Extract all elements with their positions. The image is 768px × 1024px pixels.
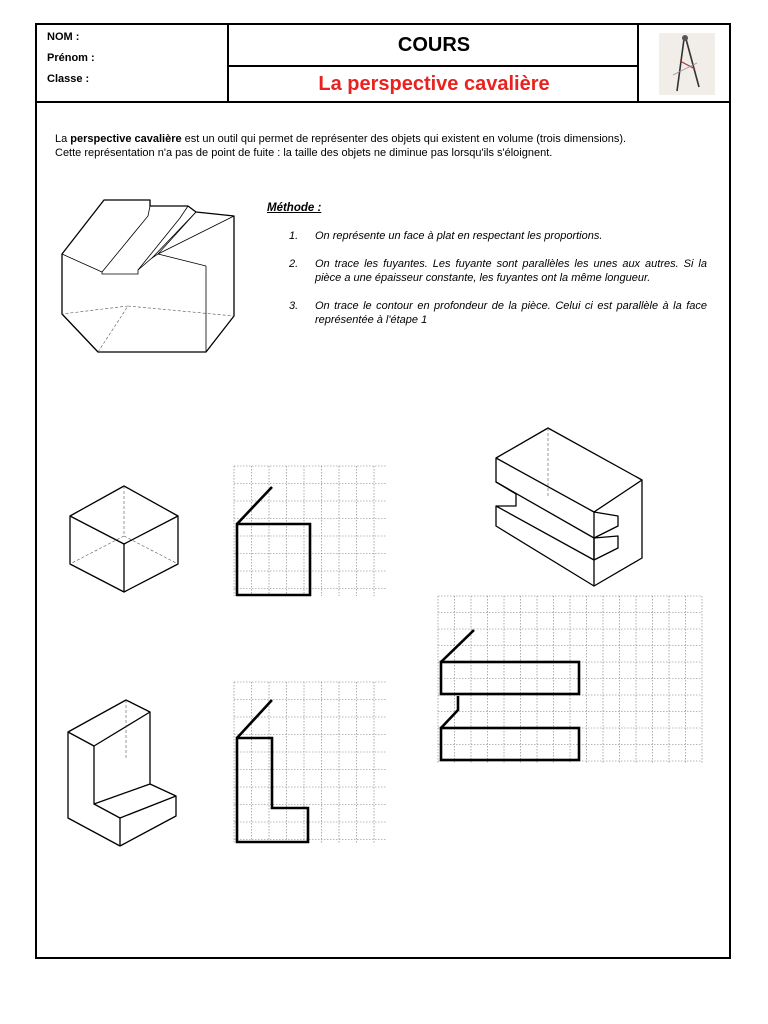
intro-prefix: La xyxy=(55,133,71,145)
step-number: 2. xyxy=(289,258,299,270)
step-number: 1. xyxy=(289,230,299,242)
intro-suffix: est un outil qui permet de représenter des objets qui existent en volume (trois dimensions). xyxy=(181,133,627,145)
logo-box xyxy=(637,25,731,103)
grooved-block-drawing xyxy=(58,196,248,356)
intro-paragraph xyxy=(55,132,695,160)
intro-line-1 xyxy=(55,132,695,146)
subject-title: La perspective cavalière xyxy=(318,73,550,95)
student-info-box xyxy=(37,25,229,103)
step-item xyxy=(289,299,707,327)
step-text: On trace le contour en profondeur de la pièce. Celui ci est parallèle à la face représentée à l'étape 1 xyxy=(315,300,707,326)
step-item xyxy=(289,257,707,285)
methode-title: Méthode : xyxy=(267,202,322,214)
methode-steps xyxy=(289,229,707,341)
compass-drawing-icon xyxy=(639,25,733,103)
step-number: 3. xyxy=(289,300,299,312)
cours-label: COURS xyxy=(229,25,639,67)
classe-label: Classe : xyxy=(47,73,90,85)
prenom-label: Prénom : xyxy=(47,52,95,64)
step-item xyxy=(289,229,707,243)
intro-bold-term: perspective cavalière xyxy=(70,133,182,145)
step-text: On représente un face à plat en respectant les proportions. xyxy=(315,230,603,242)
cube-drawing xyxy=(68,486,188,596)
grid-square-exercise xyxy=(234,466,386,596)
intro-line-2: Cette représentation n'a pas de point de fuite : la taille des objets ne diminue pas lorsqu'ils s'éloignent. xyxy=(55,147,553,159)
grid-u-exercise xyxy=(438,596,702,764)
step-text: On trace les fuyantes. Les fuyante sont parallèles les unes aux autres. Si la pièce a une épaisseur constante, les fuyantes ont la même longueur. xyxy=(315,258,707,284)
u-channel-drawing xyxy=(494,426,654,586)
nom-label: NOM : xyxy=(47,31,80,43)
l-block-drawing xyxy=(66,700,186,850)
grid-l-exercise xyxy=(234,682,386,844)
title-box xyxy=(229,25,639,103)
